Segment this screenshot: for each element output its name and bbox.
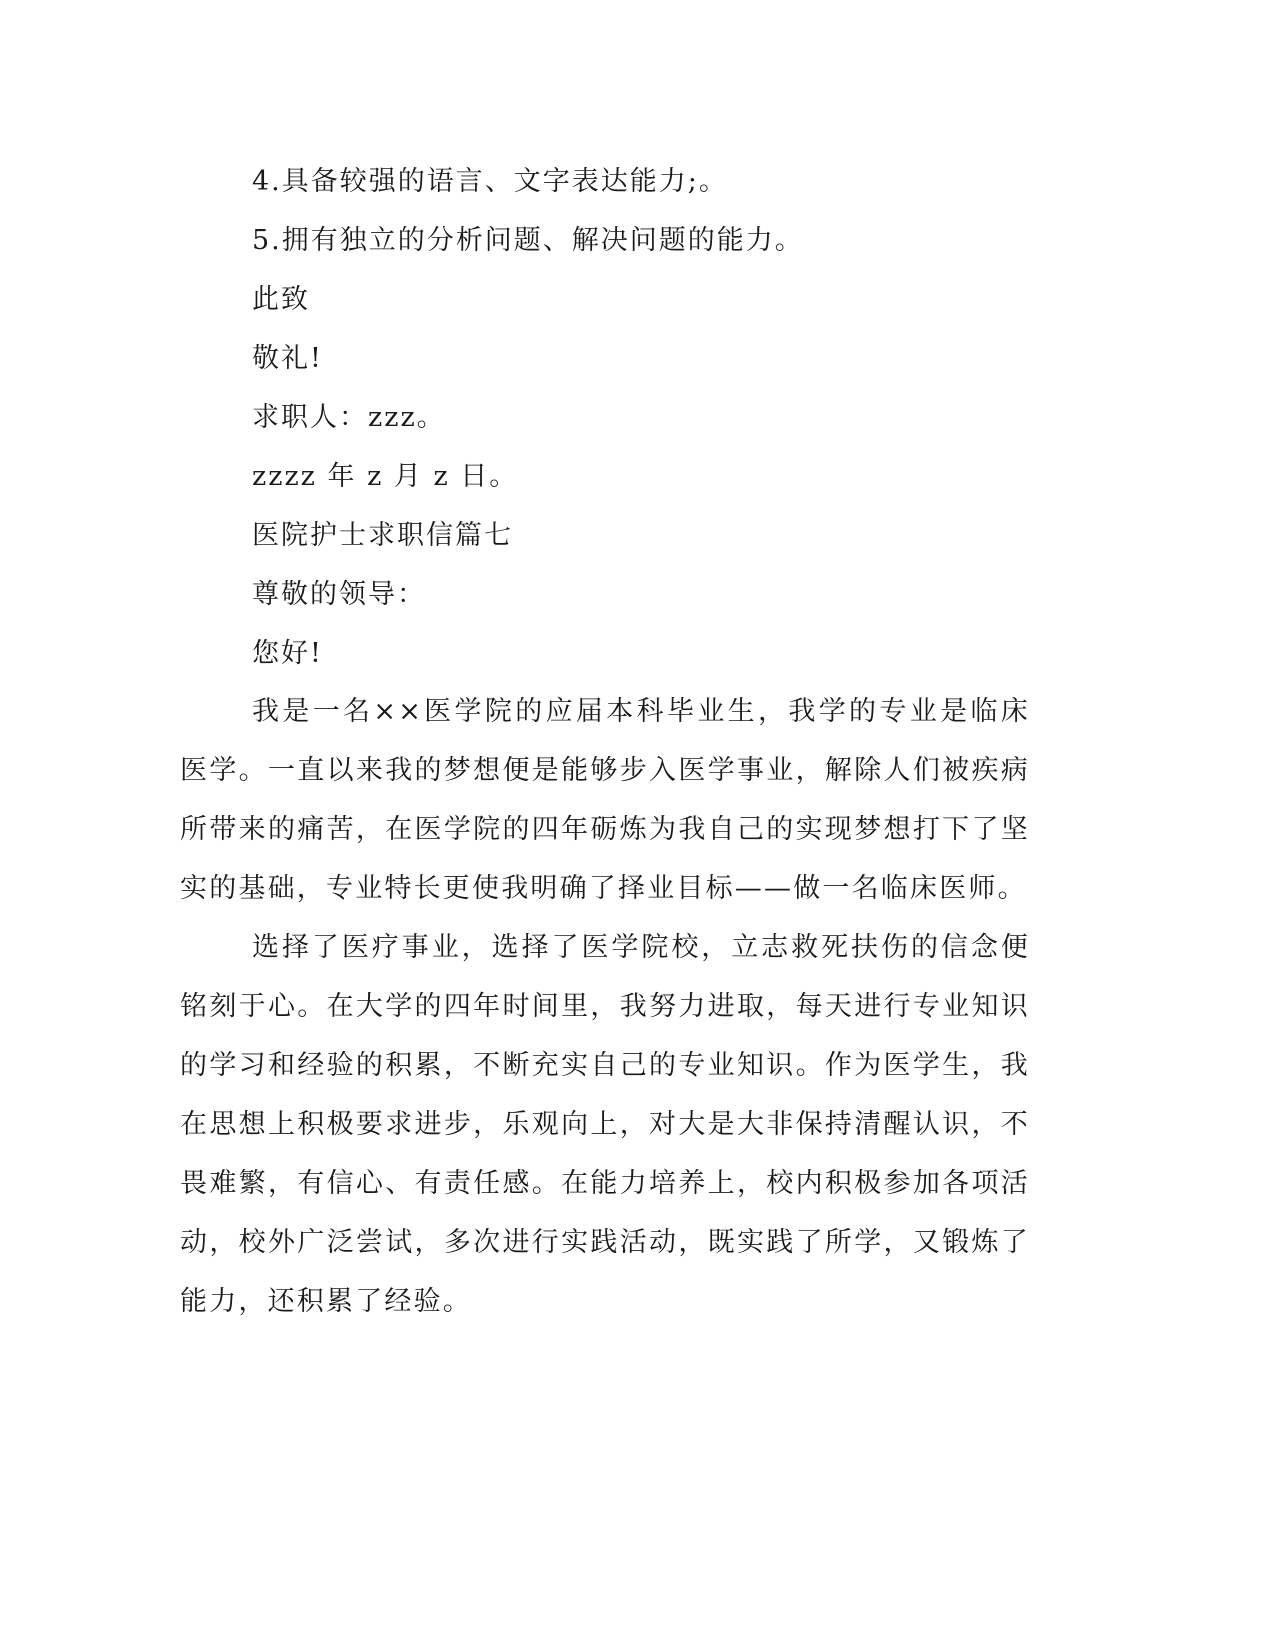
body-paragraph-1: 我是一名××医学院的应届本科毕业生，我学的专业是临床医学。一直以来我的梦想便是能够步入医学事业，解除人们被疾病所带来的痛苦，在医学院的四年砺炼为我自己的实现梦想打下了坚实的基础，专业特长更使我明确了择业目标——做一名临床医师。 [180,696,1030,904]
applicant-signature: 求职人：zzz。 [252,402,446,433]
section-title: 医院护士求职信篇七 [252,520,513,551]
closing-line-2: 敬礼! [252,343,323,374]
greeting: 您好! [252,638,323,669]
body-paragraph-2: 选择了医疗事业，选择了医学院校，立志救死扶伤的信念便铭刻于心。在大学的四年时间里，我努力进取，每天进行专业知识的学习和经验的积累，不断充实自己的专业知识。作为医学生，我在思想上积极要求进步，乐观向上，对大是大非保持清醒认识，不畏难繁，有信心、有责任感。在能力培养上，校内积极参加各项活动，校外广泛尝试，多次进行实践活动，既实践了所学，又锻炼了能力，还积累了经验。 [180,932,1030,1317]
salutation: 尊敬的领导： [252,579,426,610]
list-item-5: 5.拥有独立的分析问题、解决问题的能力。 [252,225,804,256]
closing-line-1: 此致 [252,284,310,315]
letter-date: zzzz 年 z 月 z 日。 [252,461,519,492]
list-item-4: 4.具备较强的语言、文字表达能力;。 [252,166,728,197]
